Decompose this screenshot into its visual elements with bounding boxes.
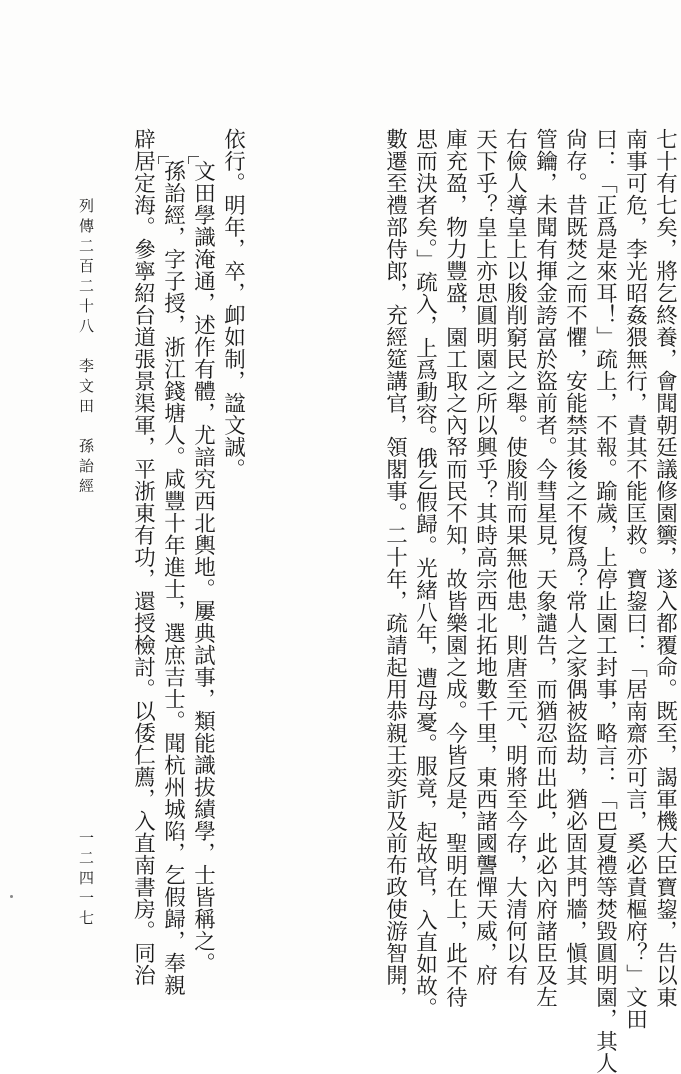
paragraph-marker	[188, 156, 199, 164]
text-column-8: 庫充盈，物力豐盛，園工取之內帑而民不知，故皆樂園之成。今皆反是，聖明在上，此不待	[442, 128, 468, 1008]
page-number: 一二四一七	[77, 830, 95, 930]
text-column-6: 右儉人導皇上以朘削窮民之舉。使朘削而果無他患，則唐至元、明將至今存，大清何以有	[502, 128, 528, 986]
text-column-13: 孫詒經，字子授，浙江錢塘人。咸豐十年進士，選庶吉士。聞杭州城陷，乞假歸，奉親	[160, 160, 186, 996]
text-column-7: 天下乎？皇上亦思圓明園之所以興乎？其時高宗西北拓地數千里，東西諸國讋憚天威，府	[472, 128, 498, 986]
text-column-5: 管鑰，未聞有揮金誇富於盜前者。今彗星見，天象譴告，而猶忍而出此，此必內府諸臣及左	[532, 128, 558, 1008]
text-column-3: 曰：「正爲是來耳！」疏上，不報。踰歲，上停止園工封事，略言：「巴夏禮等焚毀圓明園，其人	[592, 128, 618, 1074]
text-column-1: 七十有七矣，將乞終養，會聞朝廷議修園籞，遂入都覆命。既至，謁軍機大臣寶鋆，告以東	[652, 128, 678, 1008]
text-column-12: 文田學識淹通，述作有體，尤諳究西北輿地。屢典試事，類能識拔績學，士皆稱之。	[190, 160, 216, 974]
text-column-4: 尙存。昔既焚之而不懼，安能禁其後之不復爲？常人之家偶被盜劫，猶必固其門牆，愼其	[562, 128, 588, 986]
page-speck	[10, 895, 13, 898]
paragraph-marker	[158, 156, 169, 164]
text-column-14: 辟居定海。參寧紹台道張景渠軍，平浙東有功，還授檢討。以倭仁薦，入直南書房。同治	[130, 128, 156, 986]
text-column-2: 南事可危，李光昭姦猥無行，責其不能匡救。寶鋆曰：「居南齋亦可言，奚必責樞府？」文田	[622, 128, 648, 1030]
running-title: 列傳二百二十八 李文田 孫詒經	[77, 198, 95, 498]
text-column-10: 數遷至禮部侍郎，充經筵講官，領閣事。二十年，疏請起用恭親王奕訢及前布政使游智開，	[382, 128, 408, 1008]
text-column-9: 思而決者矣。」疏入，上爲動容。俄乞假歸。光緒八年，遭母憂。服竟，起故官，入直如故。	[412, 128, 438, 1020]
text-column-11: 依行。明年，卒，卹如制，諡文誠。	[220, 128, 246, 480]
